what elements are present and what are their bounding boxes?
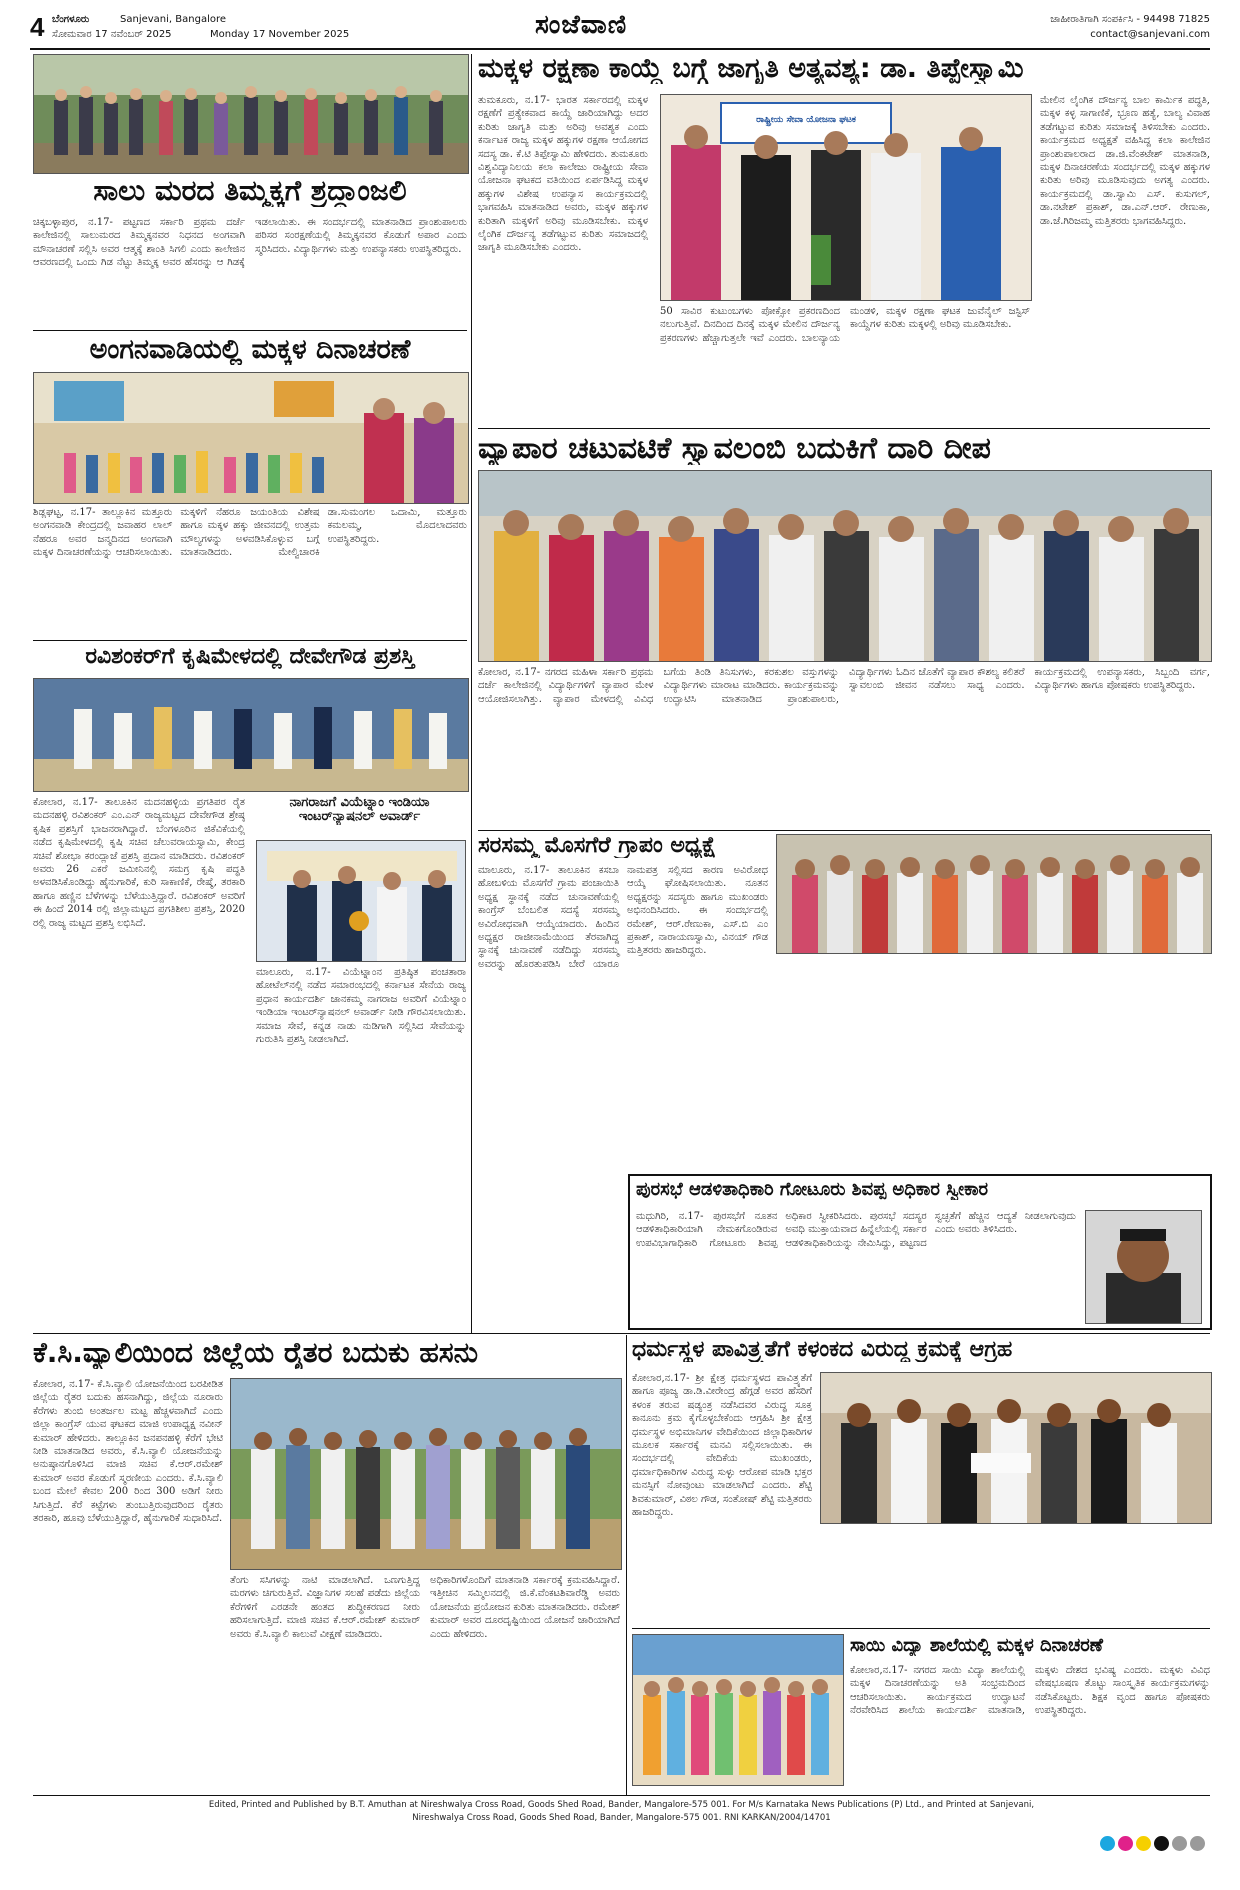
imprint-line-1: Edited, Printed and Published by B.T. Amuthan at Nireshwalya Cross Road, Goods Shed Road, Bander, Mangalore-575 001. For M/s Karnataka News Publications (P) Ltd., and Printed at Sanjevani, bbox=[208, 1800, 1035, 1810]
kc-valley-body2: ತೆಂಗು ಸಸಿಗಳನ್ನು ನಾಟಿ ಮಾಡಲಾಗಿದೆ. ಒಣಗುತ್ತಿದ್ದ ಮರಗಳು ಚಿಗುರುತ್ತಿವೆ. ವಿಜ್ಞಾನಿಗಳ ಸಲಹೆ ಪಡೆದು ಜಿಲ್ಲೆಯ ಕೆರೆಗಳಿಗೆ ಎರಡನೇ ಹಂತದ ಶುದ್ಧೀಕರಣದ ನೀರು ಹರಿಸಲಾಗುತ್ತಿದೆ. ಮಾಜಿ ಸಚಿವ ಕೆ.ಆರ್.ರಮೇಶ್ ಕುಮಾರ್ ಅವರು ಕೆ.ಸಿ.ವ್ಯಾಲಿ ಕಾಲುವೆ ವೀಕ್ಷಣೆ ಮಾಡಿದರು. bbox=[230, 1575, 420, 1640]
dharmasthala-photo bbox=[820, 1372, 1212, 1524]
sai-vidya-photo bbox=[632, 1634, 844, 1786]
column-divider bbox=[471, 54, 472, 1334]
child-rights-col3: ಮೇಲಿನ ಲೈಂಗಿಕ ದೌರ್ಜನ್ಯ ಬಾಲ ಕಾರ್ಮಿಕ ಪದ್ಧತಿ, ಮಕ್ಕಳ ಕಳ್ಳ ಸಾಗಾಣಿಕೆ, ಭ್ರೂಣ ಹತ್ಯೆ, ಬಾಲ್ಯ ವಿವಾಹ ತಡೆಗಟ್ಟುವ ಕುರಿತು ಸಮಾಜಕ್ಕೆ ತಿಳಿಸಬೇಕು ಎಂದರು. ಕಾರ್ಯಕ್ರಮದ ಅಧ್ಯಕ್ಷತೆ ವಹಿಸಿದ್ದ ಕಲಾ ಕಾಲೇಜಿನ ಪ್ರಾಂಶುಪಾಲರಾದ ಡಾ.ಜಿ.ವೆಂಕಟೇಶ್ ಮಾತನಾಡಿ, ಮಕ್ಕಳ ದಿನಾಚರಣೆಯ ಸಂದರ್ಭದಲ್ಲಿ ಮಕ್ಕಳ ಹಕ್ಕುಗಳ ಕುರಿತು ಅರಿವು ಮೂಡಿಸುವುದು ಅಗತ್ಯ ಎಂದರು. ಕಾರ್ಯಕ್ರಮದಲ್ಲಿ ಡಾ.ಸ್ವಾಮಿ ಎಸ್. ಕುಸುಗಲ್, ಡಾ.ನಟೇಶ್ ಪ್ರಕಾಶ್, ಡಾ.ಎನ್.ಆರ್. ರೇಣುಕಾ, ಡಾ.ಜೆ.ಗಿರಿಜಮ್ಮ ಮತ್ತಿತರರು ಭಾಗವಹಿಸಿದ್ದರು. bbox=[1040, 95, 1210, 227]
date-kannada: ಸೋಮವಾರ 17 ನವೆಂಬರ್ 2025 bbox=[52, 29, 172, 40]
ravishankar-photo bbox=[33, 678, 469, 792]
date-english: Monday 17 November 2025 bbox=[210, 29, 350, 40]
sarasamma-headline: ಸರಸಮ್ಮ ಮೊಸಗೆರೆ ಗ್ರಾಪಂ ಅಧ್ಯಕ್ಷೆ bbox=[478, 834, 717, 858]
nss-banner-text: ರಾಷ್ಟ್ರೀಯ ಸೇವಾ ಯೋಜನಾ ಘಟಕ bbox=[756, 115, 856, 125]
timmakka-photo bbox=[33, 54, 469, 174]
sai-vidya-headline: ಸಾಯಿ ವಿದ್ಯಾ ಶಾಲೆಯಲ್ಲಿ ಮಕ್ಕಳ ದಿನಾಚರಣೆ bbox=[850, 1636, 1103, 1656]
sarasamma-body-continued bbox=[776, 958, 1210, 1168]
nagaraj-photo bbox=[256, 840, 466, 962]
yellow-dot-icon bbox=[1136, 1836, 1151, 1851]
kc-valley-body: ಕೋಲಾರ, ನ.17- ಕೆ.ಸಿ.ವ್ಯಾಲಿ ಯೋಜನೆಯಿಂದ ಬರಪೀಡಿತ ಜಿಲ್ಲೆಯ ರೈತರ ಬದುಕು ಹಸನಾಗಿದ್ದು, ಜಿಲ್ಲೆಯ ನೂರಾರು ಕೆರೆಗಳು ತುಂಬಿ ಅಂತರ್ಜಲ ಮಟ್ಟ ಹೆಚ್ಚಳವಾಗಿದೆ ಎಂದು ಜಿಲ್ಲಾ ಕಾಂಗ್ರೆಸ್ ಯುವ ಘಟಕದ ಮಾಜಿ ಉಪಾಧ್ಯಕ್ಷ ನವೀನ್ ಕುಮಾರ್ ಹೇಳಿದರು. ತಾಲ್ಲೂಕಿನ ಜನಪನಹಳ್ಳಿ ಕೆರೆಗೆ ಭೇಟಿ ನೀಡಿ ಮಾತನಾಡಿದ ಅವರು, ಕೆ.ಸಿ.ವ್ಯಾಲಿ ಯೋಜನೆಯನ್ನು ಅನುಷ್ಠಾನಗೊಳಿಸಿದ ಮಾಜಿ ಸಚಿವ ಕೆ.ಆರ್.ರಮೇಶ್ ಕುಮಾರ್ ಅವರ ಕೊಡುಗೆ ಸ್ಮರಣೀಯ ಎಂದರು. ಕೆ.ಸಿ.ವ್ಯಾಲಿ ಬಂದ ಮೇಲೆ ಕೇವಲ 200 ರಿಂದ 300 ಅಡಿಗೆ ನೀರು ಸಿಗುತ್ತಿದೆ. ಕೆರೆ ಕಟ್ಟೆಗಳು ತುಂಬುತ್ತಿರುವುದರಿಂದ ರೈತರು ತರಕಾರಿ, ಹೂವು ಬೆಳೆಯುತ್ತಿದ್ದಾರೆ, ಹೈನುಗಾರಿಕೆ ಸುಧಾರಿಸಿದೆ. bbox=[33, 1379, 223, 1525]
section-rule bbox=[478, 428, 1210, 429]
edition-label: Sanjevani, Bangalore bbox=[120, 14, 227, 25]
section-rule bbox=[33, 330, 467, 331]
masthead-logo bbox=[535, 10, 735, 46]
kc-valley-body3: ಅಧಿಕಾರಿಗಳೊಂದಿಗೆ ಮಾತನಾಡಿ ಸರ್ಕಾರಕ್ಕೆ ಕ್ರಮವಹಿಸಿದ್ದಾರೆ. ಇತ್ತೀಚಿನ ಸಮ್ಮಿಲನದಲ್ಲಿ ಜಿ.ಕೆ.ವೆಂಕಟಶಿವಾರೆಡ್ಡಿ ಅವರು ಯೋಜನೆಯ ಪ್ರಯೋಜನ ಕುರಿತು ಮಾತನಾಡಿದರು. ರಮೇಶ್ ಕುಮಾರ್ ಅವರ ದೂರದೃಷ್ಟಿಯಿಂದ ಯೋಜನೆ ಜಾರಿಯಾಗಿದೆ ಎಂದು ಹೇಳಿದರು. bbox=[430, 1575, 620, 1640]
kc-valley-headline: ಕೆ.ಸಿ.ವ್ಯಾಲಿಯಿಂದ ಜಿಲ್ಲೆಯ ರೈತರ ಬದುಕು ಹಸನು bbox=[33, 1338, 479, 1369]
sarasamma-body: ಮಾಲೂರು, ನ.17- ತಾಲೂಕಿನ ಕಸಬಾ ಹೋಬಳಿಯ ಮೊಸಗೆರೆ ಗ್ರಾಮ ಪಂಚಾಯಿತಿ ಅಧ್ಯಕ್ಷ ಸ್ಥಾನಕ್ಕೆ ನಡೆದ ಚುನಾವಣೆಯಲ್ಲಿ ಕಾಂಗ್ರೆಸ್ ಬೆಂಬಲಿತ ಸದಸ್ಯೆ ಸರಸಮ್ಮ ಅವಿರೋಧವಾಗಿ ಆಯ್ಕೆಯಾದರು. ಹಿಂದಿನ ಅಧ್ಯಕ್ಷರ ರಾಜೀನಾಮೆಯಿಂದ ತೆರವಾಗಿದ್ದ ಸ್ಥಾನಕ್ಕೆ ಚುನಾವಣೆ ನಡೆದಿದ್ದು ಸರಸಮ್ಮ ಅವರನ್ನು ಹೊರತುಪಡಿಸಿ ಬೇರೆ ಯಾರೂ ನಾಮಪತ್ರ ಸಲ್ಲಿಸದ ಕಾರಣ ಅವಿರೋಧ ಆಯ್ಕೆ ಘೋಷಿಸಲಾಯಿತು. ನೂತನ ಅಧ್ಯಕ್ಷರನ್ನು ಸದಸ್ಯರು ಹಾಗೂ ಮುಖಂಡರು ಅಭಿನಂದಿಸಿದರು. ಈ ಸಂದರ್ಭದಲ್ಲಿ ರಮೇಶ್, ಆರ್.ರೇಣುಕಾ, ಎಸ್.ಬಿ ಎಂ ಪ್ರಕಾಶ್, ನಾರಾಯಣಸ್ವಾಮಿ, ವಿನಯ್ ಗೌಡ ಮತ್ತಿತರರು ಹಾಜರಿದ್ದರು. bbox=[478, 865, 768, 970]
anganwadi-photo bbox=[33, 372, 469, 504]
nagaraj-sub-headline bbox=[252, 796, 467, 825]
dharmasthala-headline: ಧರ್ಮಸ್ಥಳ ಪಾವಿತ್ರ್ಯತೆಗೆ ಕಳಂಕದ ವಿರುದ್ಧ ಕ್ರಮಕ್ಕೆ ಆಗ್ರಹ bbox=[632, 1338, 1013, 1362]
gray-dot-icon bbox=[1172, 1836, 1187, 1851]
child-rights-photo bbox=[660, 94, 1032, 301]
registration-marks bbox=[1100, 1836, 1210, 1852]
trade-headline: ವ್ಯಾಪಾರ ಚಟುವಟಿಕೆ ಸ್ವಾವಲಂಬಿ ಬದುಕಿಗೆ ದಾರಿ ದೀಪ bbox=[478, 432, 991, 465]
timmakka-headline: ಸಾಲು ಮರದ ತಿಮ್ಮಕ್ಕಗೆ ಶ್ರದ್ಧಾಂಜಲಿ bbox=[93, 176, 407, 207]
footer-rule bbox=[33, 1795, 1210, 1796]
cyan-dot-icon bbox=[1100, 1836, 1115, 1851]
contact-email[interactable]: contact@sanjevani.com bbox=[1090, 29, 1210, 40]
child-rights-col2: 50 ಸಾವಿರ ಕುಟುಂಬಗಳು ಪೋಕ್ಸೋ ಪ್ರಕರಣದಿಂದ ನಲುಗುತ್ತಿವೆ. ದಿನದಿಂದ ದಿನಕ್ಕೆ ಮಕ್ಕಳ ಮೇಲಿನ ದೌರ್ಜನ್ಯ ಪ್ರಕರಣಗಳು ಹೆಚ್ಚಾಗುತ್ತಲೇ ಇವೆ ಎಂದರು. ಬಾಲನ್ಯಾಯ ಮಂಡಳಿ, ಮಕ್ಕಳ ರಕ್ಷಣಾ ಘಟಕ ಜುವೆನೈಲ್ ಜಸ್ಟಿಸ್ ಕಾಯ್ದೆಗಳ ಕುರಿತು ಮಕ್ಕಳಲ್ಲಿ ಅರಿವು ಮೂಡಿಸಬೇಕು. bbox=[660, 306, 1030, 344]
anganwadi-headline: ಅಂಗನವಾಡಿಯಲ್ಲಿ ಮಕ್ಕಳ ದಿನಾಚರಣೆ bbox=[89, 335, 411, 365]
shivappa-portrait bbox=[1085, 1210, 1202, 1324]
page-number: 4 bbox=[30, 12, 45, 42]
timmakka-body: ಚಿಕ್ಕಬಳ್ಳಾಪುರ, ನ.17- ಪಟ್ಟಣದ ಸರ್ಕಾರಿ ಪ್ರಥಮ ದರ್ಜೆ ಕಾಲೇಜಿನಲ್ಲಿ ಸಾಲುಮರದ ತಿಮ್ಮಕ್ಕನವರ ನಿಧನದ ಅಂಗವಾಗಿ ಮೌನಾಚರಣೆ ಸಲ್ಲಿಸಿ ಅವರ ಆತ್ಮಕ್ಕೆ ಶಾಂತಿ ಸಿಗಲಿ ಎಂದು ಕಾಲೇಜಿನ ಆವರಣದಲ್ಲಿ ಒಂದು ಗಿಡ ನೆಟ್ಟು ತಿಮ್ಮಕ್ಕ ಅವರ ಹೆಸರನ್ನು ಆ ಗಿಡಕ್ಕೆ ಇಡಲಾಯಿತು. ಈ ಸಂದರ್ಭದಲ್ಲಿ ಮಾತನಾಡಿದ ಪ್ರಾಂಶುಪಾಲರು ಪರಿಸರ ಸಂರಕ್ಷಣೆಯಲ್ಲಿ ತಿಮ್ಮಕ್ಕನವರ ಕೊಡುಗೆ ಅಪಾರ ಎಂದು ಸ್ಮರಿಸಿದರು. ವಿದ್ಯಾರ್ಥಿಗಳು ಮತ್ತು ಉಪನ್ಯಾಸಕರು ಉಪಸ್ಥಿತರಿದ್ದರು. bbox=[33, 217, 467, 269]
sai-vidya-body: ಕೋಲಾರ,ನ.17- ನಗರದ ಸಾಯಿ ವಿದ್ಯಾ ಶಾಲೆಯಲ್ಲಿ ಮಕ್ಕಳ ದಿನಾಚರಣೆಯನ್ನು ಅತಿ ಸಂಭ್ರಮದಿಂದ ಆಚರಿಸಲಾಯಿತು. ಕಾರ್ಯಕ್ರಮದ ಉದ್ಘಾಟನೆ ನೆರವೇರಿಸಿದ ಶಾಲೆಯ ಕಾರ್ಯದರ್ಶಿ ಮಾತನಾಡಿ, ಮಕ್ಕಳು ದೇಶದ ಭವಿಷ್ಯ ಎಂದರು. ಮಕ್ಕಳು ವಿವಿಧ ವೇಷಭೂಷಣ ತೊಟ್ಟು ಸಾಂಸ್ಕೃತಿಕ ಕಾರ್ಯಕ್ರಮಗಳನ್ನು ನಡೆಸಿಕೊಟ್ಟರು. ಶಿಕ್ಷಕ ವೃಂದ ಹಾಗೂ ಪೋಷಕರು ಉಪಸ್ಥಿತರಿದ್ದರು. bbox=[850, 1665, 1210, 1717]
dharmasthala-body: ಕೋಲಾರ,ನ.17- ಶ್ರೀ ಕ್ಷೇತ್ರ ಧರ್ಮಸ್ಥಳದ ಪಾವಿತ್ರ್ಯತೆಗೆ ಹಾಗೂ ಪೂಜ್ಯ ಡಾ.ಡಿ.ವೀರೇಂದ್ರ ಹೆಗ್ಗಡೆ ಅವರ ಹೆಸರಿಗೆ ಕಳಂಕ ತರುವ ಷಡ್ಯಂತ್ರ ನಡೆಸಿದವರ ವಿರುದ್ಧ ಸೂಕ್ತ ಕಾನೂನು ಕ್ರಮ ಕೈಗೊಳ್ಳಬೇಕೆಂದು ಆಗ್ರಹಿಸಿ ಶ್ರೀ ಕ್ಷೇತ್ರ ಧರ್ಮಸ್ಥಳ ಅಭಿಮಾನಿಗಳ ವೇದಿಕೆಯಿಂದ ಜಿಲ್ಲಾಧಿಕಾರಿಗಳ ಮೂಲಕ ಸರ್ಕಾರಕ್ಕೆ ಮನವಿ ಸಲ್ಲಿಸಲಾಯಿತು. ಈ ಸಂದರ್ಭದಲ್ಲಿ ವೇದಿಕೆಯ ಮುಖಂಡರು, ಧರ್ಮಾಧಿಕಾರಿಗಳ ವಿರುದ್ಧ ಸುಳ್ಳು ಆರೋಪ ಮಾಡಿ ಭಕ್ತರ ಮನಸ್ಸಿಗೆ ನೋವುಂಟು ಮಾಡಲಾಗಿದೆ ಎಂದರು. ಶೆಟ್ಟಿ ಶಿವಕುಮಾರ್, ವಿಠಲ ಗೌಡ, ಸಂತೋಷ್ ಶೆಟ್ಟಿ ಮತ್ತಿತರರು ಹಾಜರಿದ್ದರು. bbox=[632, 1373, 812, 1519]
kc-valley-photo bbox=[230, 1378, 622, 1570]
child-rights-col1: ತುಮಕೂರು, ನ.17- ಭಾರತ ಸರ್ಕಾರದಲ್ಲಿ ಮಕ್ಕಳ ರಕ್ಷಣೆಗೆ ಪ್ರತ್ಯೇಕವಾದ ಕಾಯ್ದೆ ಜಾರಿಯಾಗಿದ್ದು ಅದರ ಕುರಿತು ಜಾಗೃತಿ ಮತ್ತು ಅರಿವು ಅವಶ್ಯಕ ಎಂದು ಕರ್ನಾಟಕ ರಾಜ್ಯ ಮಕ್ಕಳ ಹಕ್ಕುಗಳ ರಕ್ಷಣಾ ಆಯೋಗದ ಸದಸ್ಯ ಡಾ. ಕೆ.ಟಿ ತಿಪ್ಪೇಸ್ವಾಮಿ ಹೇಳಿದರು. ತುಮಕೂರು ವಿಶ್ವವಿದ್ಯಾನಿಲಯ ಕಲಾ ಕಾಲೇಜು ರಾಷ್ಟ್ರೀಯ ಸೇವಾ ಯೋಜನಾ ಘಟಕದ ವತಿಯಿಂದ ಏರ್ಪಡಿಸಿದ್ದ ಮಕ್ಕಳ ಹಕ್ಕುಗಳ ವಿಶೇಷ ಉಪನ್ಯಾಸ ಕಾರ್ಯಕ್ರಮದಲ್ಲಿ ಭಾಗವಹಿಸಿ ಮಾತನಾಡಿದ ಅವರು, ಮಕ್ಕಳ ಹಕ್ಕುಗಳ ಕುರಿತಾಗಿ ಮಕ್ಕಳಿಗೆ ಅರಿವು ಮೂಡಿಸಬೇಕು. ಮಕ್ಕಳ ಲೈಂಗಿಕ ದೌರ್ಜನ್ಯ ತಡೆಗಟ್ಟುವ ಕುರಿತು ಸಮಾಜದಲ್ಲಿ ಜಾಗೃತಿ ಮೂಡಿಸಬೇಕು ಎಂದರು. bbox=[478, 95, 648, 254]
black-dot-icon bbox=[1154, 1836, 1169, 1851]
nagaraj-sub-headline-text: ನಾಗರಾಜಗೆ ವಿಯೆಟ್ನಾಂ ಇಂಡಿಯಾ ಇಂಟರ್‌ನ್ಯಾಷನಲ್ ಅವಾರ್ಡ್ bbox=[289, 796, 430, 825]
nagaraj-sub-body: ಮಾಲೂರು, ನ.17- ವಿಯೆಟ್ನಾಂನ ಪ್ರತಿಷ್ಠಿತ ಪಂಚತಾರಾ ಹೋಟೆಲ್‌ನಲ್ಲಿ ನಡೆದ ಸಮಾರಂಭದಲ್ಲಿ ಕರ್ನಾಟಕ ಸೇನೆಯ ರಾಜ್ಯ ಪ್ರಧಾನ ಕಾರ್ಯದರ್ಶಿ ಜಾನಕಮ್ಮ ನಾಗರಾಜ ಅವರಿಗೆ ವಿಯೆಟ್ನಾಂ ಇಂಡಿಯಾ ಇಂಟರ್‌ನ್ಯಾಷನಲ್ ಅವಾರ್ಡ್ ನೀಡಿ ಗೌರವಿಸಲಾಯಿತು. ಸಮಾಜ ಸೇವೆ, ಕನ್ನಡ ನಾಡು ನುಡಿಗಾಗಿ ಸಲ್ಲಿಸಿದ ಸೇವೆಯನ್ನು ಗುರುತಿಸಿ ಪ್ರಶಸ್ತಿ ನೀಡಲಾಗಿದೆ. bbox=[256, 967, 466, 1046]
section-rule bbox=[632, 1628, 1210, 1629]
trade-body: ಕೋಲಾರ, ನ.17- ನಗರದ ಮಹಿಳಾ ಸರ್ಕಾರಿ ಪ್ರಥಮ ದರ್ಜೆ ಕಾಲೇಜಿನಲ್ಲಿ ವಿದ್ಯಾರ್ಥಿಗಳಿಗೆ ವ್ಯಾಪಾರ ಮೇಳ ಆಯೋಜಿಸಲಾಗಿತ್ತು. ವ್ಯಾಪಾರ ಮೇಳದಲ್ಲಿ ವಿವಿಧ ಬಗೆಯ ತಿಂಡಿ ತಿನಿಸುಗಳು, ಕರಕುಶಲ ವಸ್ತುಗಳನ್ನು ವಿದ್ಯಾರ್ಥಿಗಳು ಮಾರಾಟ ಮಾಡಿದರು. ಕಾರ್ಯಕ್ರಮವನ್ನು ಉದ್ಘಾಟಿಸಿ ಮಾತನಾಡಿದ ಪ್ರಾಂಶುಪಾಲರು, ವಿದ್ಯಾರ್ಥಿಗಳು ಓದಿನ ಜೊತೆಗೆ ವ್ಯಾಪಾರ ಕೌಶಲ್ಯ ಕಲಿತರೆ ಸ್ವಾವಲಂಬಿ ಜೀವನ ನಡೆಸಲು ಸಾಧ್ಯ ಎಂದರು. ಕಾರ್ಯಕ್ರಮದಲ್ಲಿ ಉಪನ್ಯಾಸಕರು, ಸಿಬ್ಬಂದಿ ವರ್ಗ, ವಿದ್ಯಾರ್ಥಿಗಳು ಹಾಗೂ ಪೋಷಕರು ಉಪಸ್ಥಿತರಿದ್ದರು. bbox=[478, 667, 1210, 705]
magenta-dot-icon bbox=[1118, 1836, 1133, 1851]
trade-photo bbox=[478, 470, 1212, 662]
ad-contact: ಜಾಹೀರಾತಿಗಾಗಿ ಸಂಪರ್ಕಿಸಿ - 94498 71825 bbox=[1050, 14, 1210, 25]
child-rights-headline: ಮಕ್ಕಳ ರಕ್ಷಣಾ ಕಾಯ್ದೆ ಬಗ್ಗೆ ಜಾಗೃತಿ ಅತ್ಯವಶ್ಯ: ಡಾ. ತಿಪ್ಪೇಸ್ವಾಮಿ bbox=[478, 54, 1024, 84]
dharmasthala-body-continued bbox=[820, 1528, 1210, 1624]
sarasamma-photo bbox=[776, 834, 1212, 954]
anganwadi-body: ಶಿಡ್ಲಘಟ್ಟ, ನ.17- ತಾಲ್ಲೂಕಿನ ಮತ್ತೂರು ಅಂಗನವಾಡಿ ಕೇಂದ್ರದಲ್ಲಿ ಜವಾಹರ ಲಾಲ್ ನೆಹರೂ ಅವರ ಜನ್ಮದಿನದ ಅಂಗವಾಗಿ ಮಕ್ಕಳ ದಿನಾಚರಣೆಯನ್ನು ಆಚರಿಸಲಾಯಿತು. ಮಕ್ಕಳಿಗೆ ನೆಹರೂ ಜಯಂತಿಯ ವಿಶೇಷ ಹಾಗೂ ಮಕ್ಕಳ ಹಕ್ಕು ಜೀವನದಲ್ಲಿ ಉತ್ತಮ ಮೌಲ್ಯಗಳನ್ನು ಅಳವಡಿಸಿಕೊಳ್ಳುವ ಬಗ್ಗೆ ಮಾತನಾಡಿದರು. ಮೇಲ್ವಿಚಾರಕಿ ಡಾ.ಸುಮಂಗಲ ಒದಾಮಿ, ಮತ್ತೂರು ಕಮಲಮ್ಮ, ಮೊದಲಾದವರು ಉಪಸ್ಥಿತರಿದ್ದರು. bbox=[33, 507, 467, 559]
section-rule bbox=[33, 640, 467, 641]
section-rule bbox=[478, 830, 1210, 831]
gray-dot-icon bbox=[1190, 1836, 1205, 1851]
shivappa-body: ಮಧುಗಿರಿ, ನ.17- ಪುರಸಭೆಗೆ ನೂತನ ಆಡಳಿತಾಧಿಕಾರಿಯಾಗಿ ನೇಮಕಗೊಂಡಿರುವ ಉಪವಿಭಾಗಾಧಿಕಾರಿ ಗೋಟೂರು ಶಿವಪ್ಪ ಅಧಿಕಾರ ಸ್ವೀಕರಿಸಿದರು. ಪುರಸಭೆ ಸದಸ್ಯರ ಅವಧಿ ಮುಕ್ತಾಯವಾದ ಹಿನ್ನೆಲೆಯಲ್ಲಿ ಸರ್ಕಾರ ಆಡಳಿತಾಧಿಕಾರಿಯನ್ನು ನೇಮಿಸಿದ್ದು, ಪಟ್ಟಣದ ಸ್ವಚ್ಛತೆಗೆ ಹೆಚ್ಚಿನ ಆದ್ಯತೆ ನೀಡಲಾಗುವುದು ಎಂದು ಅವರು ತಿಳಿಸಿದರು. bbox=[636, 1211, 1076, 1249]
ravishankar-body-col1: ಕೋಲಾರ, ನ.17- ತಾಲೂಕಿನ ಮದನಹಳ್ಳಿಯ ಪ್ರಗತಿಪರ ರೈತ ಮದನಹಳ್ಳಿ ರವಿಶಂಕರ್ ಎಂ.ಎನ್ ರಾಜ್ಯಮಟ್ಟದ ದೇವೇಗೌಡ ಶ್ರೇಷ್ಠ ಕೃಷಿಕ ಪ್ರಶಸ್ತಿಗೆ ಭಾಜನರಾಗಿದ್ದಾರೆ. ಬೆಂಗಳೂರಿನ ಜಿಕೆವಿಕೆಯಲ್ಲಿ ನಡೆದ ಕೃಷಿಮೇಳದಲ್ಲಿ ಕೃಷಿ ಸಚಿವ ಚೆಲುವರಾಯಸ್ವಾಮಿ, ಕೇಂದ್ರ ಸಚಿವೆ ಶೋಭಾ ಕರಂದ್ಲಾಜೆ ಪ್ರಶಸ್ತಿ ಪ್ರದಾನ ಮಾಡಿದರು. ರವಿಶಂಕರ್ ಅವರು 26 ಎಕರೆ ಜಮೀನಿನಲ್ಲಿ ಸಮಗ್ರ ಕೃಷಿ ಪದ್ಧತಿ ಅಳವಡಿಸಿಕೊಂಡಿದ್ದು ಹೈನುಗಾರಿಕೆ, ಕುರಿ ಸಾಕಾಣಿಕೆ, ರೇಷ್ಮೆ, ತರಕಾರಿ ಹಾಗೂ ಹಣ್ಣಿನ ಬೆಳೆಗಳನ್ನು ಬೆಳೆಯುತ್ತಿದ್ದಾರೆ. ರವಿಶಂಕರ್ ಅವರಿಗೆ ಈ ಹಿಂದೆ 2014 ರಲ್ಲಿ ಜಿಲ್ಲಾಮಟ್ಟದ ಪ್ರಗತಿಶೀಲ ಪ್ರಶಸ್ತಿ, 2020 ರಲ್ಲಿ ರಾಜ್ಯ ಮಟ್ಟದ ಪ್ರಶಸ್ತಿ ಲಭಿಸಿದೆ. bbox=[33, 797, 245, 929]
city-label: ಬೆಂಗಳೂರು bbox=[52, 14, 90, 25]
shivappa-headline: ಪುರಸಭೆ ಆಡಳಿತಾಧಿಕಾರಿ ಗೋಟೂರು ಶಿವಪ್ಪ ಅಧಿಕಾರ ಸ್ವೀಕಾರ bbox=[636, 1180, 989, 1200]
column-divider bbox=[626, 1335, 627, 1795]
imprint-line-2: Nireshwalya Cross Road, Goods Shed Road, Bander, Mangalore-575 001. RNI KARKAN/2004/14701 bbox=[412, 1813, 831, 1823]
masthead bbox=[30, 12, 1210, 48]
masthead-logo-text: ಸಂಜೆವಾಣಿ bbox=[535, 10, 628, 40]
shivappa-box bbox=[628, 1174, 1212, 1330]
section-rule bbox=[33, 1333, 1210, 1334]
ravishankar-headline: ರವಿಶಂಕರ್‌ಗೆ ಕೃಷಿಮೇಳದಲ್ಲಿ ದೇವೇಗೌಡ ಪ್ರಶಸ್ತಿ bbox=[85, 645, 415, 669]
masthead-rule bbox=[30, 48, 1210, 50]
